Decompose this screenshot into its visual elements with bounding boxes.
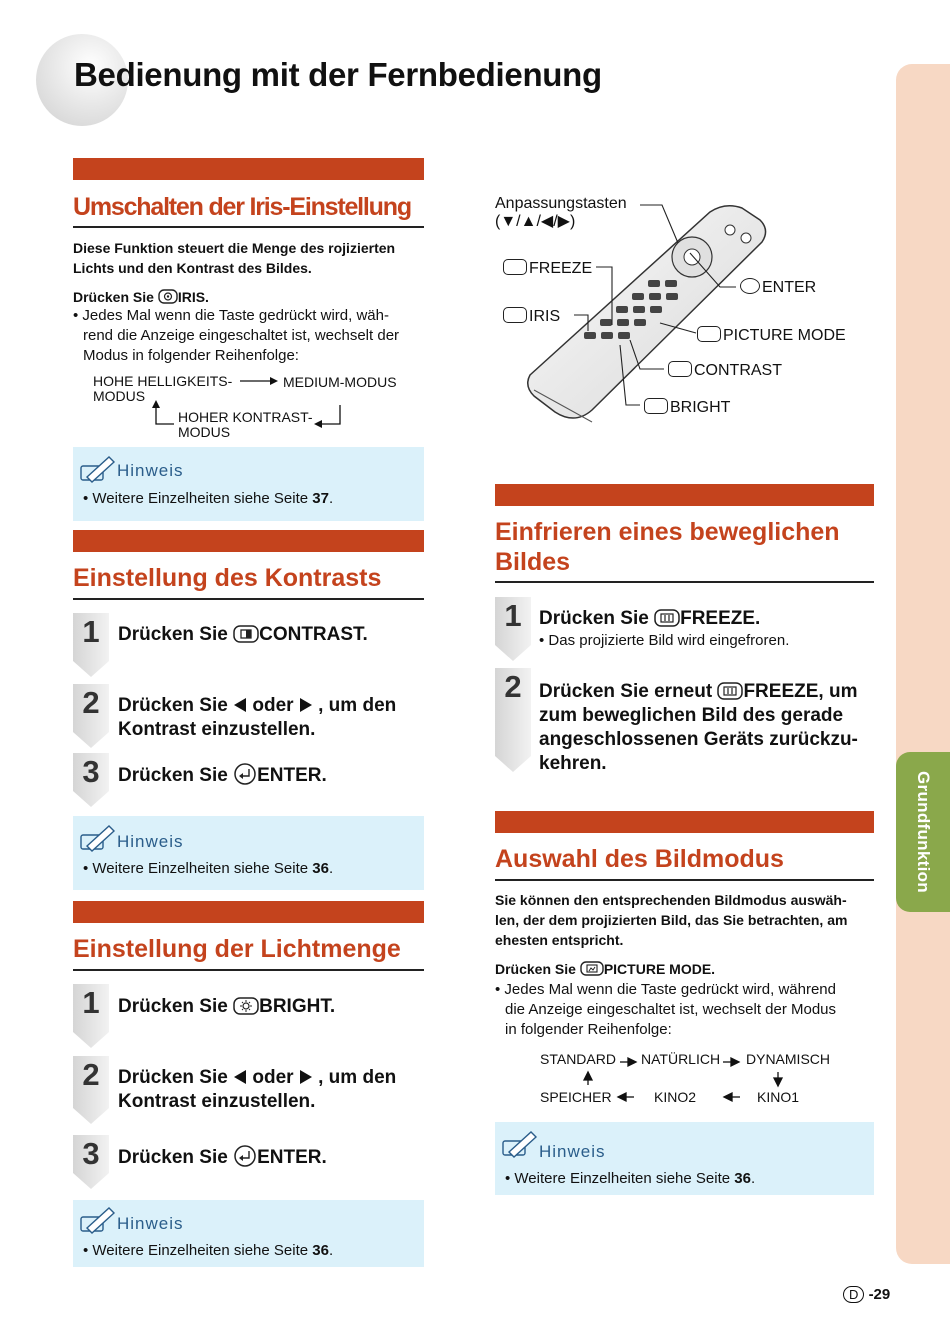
pencil-note-icon (79, 453, 117, 483)
step-number: 3 (82, 754, 100, 789)
section-bar (495, 811, 874, 833)
step-number: 2 (82, 1057, 100, 1092)
step-number: 1 (82, 614, 100, 649)
freeze-step2-text (539, 680, 874, 776)
note-page-ref[interactable]: 36 (312, 1242, 329, 1259)
pencil-note-icon (501, 1128, 539, 1158)
intro-line: ehesten entspricht. (495, 932, 624, 948)
step-joiner: oder (247, 1067, 299, 1088)
step-number: 1 (504, 598, 522, 633)
section-divider (73, 226, 424, 228)
step-prefix: Drücken Sie (118, 624, 234, 645)
side-tab-label: Grundfunktion (914, 771, 933, 893)
remote-label-freeze (503, 259, 592, 278)
remote-label-text: CONTRAST (694, 362, 782, 379)
pencil-note-icon (79, 822, 117, 852)
contrast-button-icon (668, 361, 692, 377)
side-tab-grundfunktion[interactable] (896, 752, 950, 912)
freeze-button-icon (503, 259, 527, 275)
section-bar (73, 901, 424, 923)
flow-text: MODUS (93, 388, 146, 404)
enter-button-icon (233, 1145, 257, 1167)
step-line: Kontrast einzustellen. (118, 719, 316, 740)
kontrast-step2-text (118, 694, 396, 742)
intro-line: Sie können den entsprechenden Bildmodus auswäh- (495, 892, 847, 908)
section-divider (495, 879, 874, 881)
flow-text: MODUS (178, 424, 231, 440)
iris-intro-line: Diese Funktion steuert die Menge des rojizierten (73, 240, 396, 256)
kontrast-note-box (73, 816, 424, 890)
flow-natuerlich: NATÜRLICH (641, 1051, 721, 1067)
step-suffix: , um den (312, 1067, 397, 1088)
bildmodus-press-instruction (495, 961, 715, 977)
iris-press-instruction (73, 289, 209, 305)
section-bar (495, 484, 874, 506)
note-page-ref[interactable]: 36 (734, 1170, 751, 1187)
section-bar (73, 530, 424, 552)
step-prefix: Drücken Sie (118, 1147, 234, 1168)
section-title-line: Bildes (495, 548, 571, 576)
bildmodus-section-title: Auswahl des Bildmodus (495, 845, 784, 873)
note-label: Hinweis (539, 1142, 606, 1161)
bullet-line: Modus in folgender Reihenfolge: (83, 347, 299, 364)
bildmodus-flow-arrows (580, 1050, 800, 1105)
remote-label-text: PICTURE MODE (723, 327, 846, 344)
freeze-section-title (495, 517, 840, 577)
step-button-name: ENTER. (257, 765, 327, 786)
bright-button-icon (233, 997, 259, 1015)
bullet-line: rend die Anzeige eingeschaltet ist, wechselt der (83, 327, 400, 344)
kontrast-section-title: Einstellung des Kontrasts (73, 564, 382, 592)
page-number (843, 1286, 890, 1303)
bullet-line: • Jedes Mal wenn die Taste gedrückt wird, wäh- (73, 307, 389, 324)
bildmodus-note-box (495, 1122, 874, 1195)
remote-label-text: ENTER (762, 279, 817, 296)
contrast-button-icon (233, 625, 259, 643)
section-title-line: Einfrieren eines beweglichen (495, 518, 840, 546)
bildmodus-bullet (495, 980, 880, 1040)
arrow-left-icon (233, 1069, 247, 1085)
iris-flow-arrows (140, 372, 350, 432)
note-text-prefix: • Weitere Einzelheiten siehe Seite (83, 490, 313, 507)
step-suffix: , um den (312, 695, 397, 716)
flow-dynamisch: DYNAMISCH (746, 1051, 831, 1067)
licht-step3-text (118, 1145, 327, 1170)
step-line: kehren. (539, 753, 607, 774)
step-line: angeschlossenen Geräts zurückzu- (539, 729, 858, 750)
licht-section-title: Einstellung der Lichtmenge (73, 935, 401, 963)
iris-note-box (73, 447, 424, 521)
kontrast-step3-text (118, 763, 327, 788)
bildmodus-intro (495, 890, 885, 950)
note-text-prefix: • Weitere Einzelheiten siehe Seite (83, 860, 313, 877)
enter-button-icon (740, 278, 760, 294)
enter-button-icon (233, 763, 257, 785)
note-page-ref[interactable]: 37 (312, 490, 329, 507)
section-bar (73, 158, 424, 180)
remote-label-text: (▼/▲/◀/▶) (495, 213, 576, 230)
remote-label-text: BRIGHT (670, 399, 731, 416)
licht-note-box (73, 1200, 424, 1267)
iris-intro (73, 238, 433, 278)
press-button-name: PICTURE MODE. (603, 961, 716, 977)
picture-mode-button-icon (580, 961, 604, 976)
remote-label-adjust (495, 195, 627, 231)
iris-button-icon (158, 289, 178, 304)
bullet-line: in folgender Reihenfolge: (505, 1021, 672, 1038)
step-prefix: Drücken Sie (539, 608, 655, 629)
iris-section-title: Umschalten der Iris-Einstellung (73, 193, 411, 221)
step-number: 2 (504, 669, 522, 704)
bullet-line: • Jedes Mal wenn die Taste gedrückt wird, während (495, 981, 836, 998)
step-button-name: FREEZE, um (743, 681, 858, 702)
bullet-line: die Anzeige eingeschaltet ist, wechselt der Modus (505, 1001, 837, 1018)
freeze-button-icon (654, 609, 680, 627)
step-prefix: Drücken Sie (118, 695, 234, 716)
note-label: Hinweis (117, 832, 184, 851)
pencil-note-icon (79, 1204, 117, 1234)
section-divider (495, 581, 874, 583)
page-title: Bedienung mit der Fernbedienung (74, 56, 602, 93)
note-text (505, 1170, 755, 1187)
licht-step1-text (118, 995, 335, 1019)
flow-standard: STANDARD (540, 1051, 616, 1067)
step-prefix: Drücken Sie (118, 1067, 234, 1088)
note-text (83, 860, 333, 877)
step-button-name: BRIGHT. (259, 996, 336, 1017)
step-button-name: FREEZE. (680, 608, 761, 629)
step-number: 2 (82, 685, 100, 720)
press-prefix: Drücken Sie (495, 961, 580, 977)
remote-label-bright (644, 398, 730, 417)
iris-button-icon (503, 307, 527, 323)
flow-kino1: KINO1 (757, 1089, 800, 1105)
note-text-suffix: . (750, 1170, 756, 1187)
note-label: Hinweis (117, 461, 184, 480)
flow-text: HOHER KONTRAST- (178, 409, 313, 425)
note-text-prefix: • Weitere Einzelheiten siehe Seite (505, 1170, 735, 1187)
flow-kino2: KINO2 (654, 1089, 697, 1105)
section-divider (73, 598, 424, 600)
note-text-suffix: . (328, 490, 334, 507)
step-number: 3 (82, 1136, 100, 1171)
remote-label-text: IRIS (529, 308, 561, 325)
press-prefix: Drücken Sie (73, 289, 158, 305)
step-button-name: CONTRAST. (259, 624, 368, 645)
note-text-prefix: • Weitere Einzelheiten siehe Seite (83, 1242, 313, 1259)
bright-button-icon (644, 398, 668, 414)
step-button-name: ENTER. (257, 1147, 327, 1168)
note-text-suffix: . (328, 1242, 334, 1259)
freeze-button-icon (717, 682, 743, 700)
freeze-step1-sub: • Das projizierte Bild wird eingefroren. (539, 632, 790, 649)
section-divider (73, 969, 424, 971)
remote-label-text: Anpassungstasten (495, 195, 627, 212)
step-joiner: oder (247, 695, 299, 716)
licht-step2-text (118, 1066, 396, 1114)
iris-flow-medium: MEDIUM-MODUS (283, 374, 397, 390)
iris-intro-line: Lichts und den Kontrast des Bildes. (73, 260, 312, 276)
step-line: Kontrast einzustellen. (118, 1091, 316, 1112)
freeze-step1-text (539, 607, 760, 631)
arrow-right-icon (299, 697, 313, 713)
page-number-text: -29 (868, 1286, 891, 1303)
iris-bullet (73, 306, 433, 366)
side-tab-background (896, 64, 950, 1264)
note-text (83, 1242, 333, 1259)
step-prefix: Drücken Sie (118, 996, 234, 1017)
remote-label-text: FREEZE (529, 260, 593, 277)
kontrast-step1-text (118, 623, 368, 647)
step-prefix: Drücken Sie (118, 765, 234, 786)
step-number: 1 (82, 985, 100, 1020)
press-button-name: IRIS. (177, 289, 209, 305)
picture-mode-button-icon (697, 326, 721, 342)
remote-label-contrast (668, 361, 782, 380)
note-text-suffix: . (328, 860, 334, 877)
page-letter-badge: D (843, 1286, 864, 1303)
remote-label-enter (740, 278, 816, 297)
remote-label-iris (503, 307, 560, 326)
arrow-left-icon (233, 697, 247, 713)
flow-text: HOHE HELLIGKEITS- (93, 373, 233, 389)
remote-label-picture-mode (697, 326, 846, 345)
note-label: Hinweis (117, 1214, 184, 1233)
note-page-ref[interactable]: 36 (312, 860, 329, 877)
step-line: zum beweglichen Bild des gerade (539, 705, 844, 726)
intro-line: len, der dem projizierten Bild, das Sie betrachten, am (495, 912, 848, 928)
arrow-right-icon (299, 1069, 313, 1085)
step-prefix: Drücken Sie erneut (539, 681, 718, 702)
note-text (83, 490, 333, 507)
flow-speicher: SPEICHER (540, 1089, 612, 1105)
